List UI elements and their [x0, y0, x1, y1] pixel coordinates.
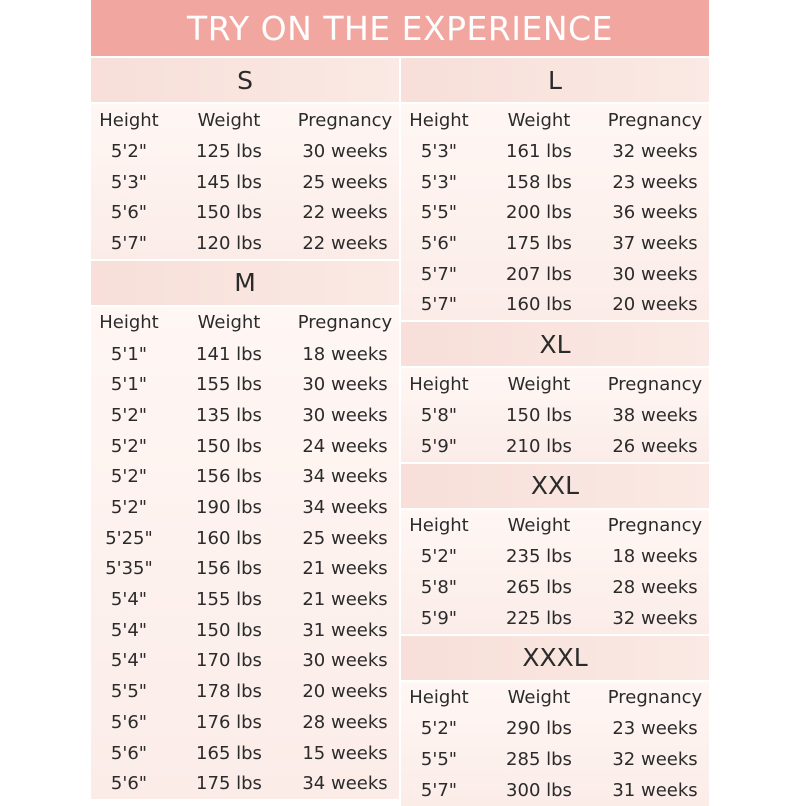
weight-cell: 156 lbs: [196, 558, 262, 580]
pregnancy-cell: 20 weeks: [612, 294, 698, 316]
weight-cell: 207 lbs: [506, 263, 572, 285]
height-cell: 5'25": [105, 527, 153, 549]
size-table: [401, 104, 709, 320]
weight-cell: 176 lbs: [196, 711, 262, 733]
pregnancy-cell: 20 weeks: [302, 681, 388, 703]
weight-cell: 158 lbs: [506, 171, 572, 193]
pregnancy-column-header: Pregnancy: [607, 109, 703, 131]
weight-cell: 150 lbs: [506, 404, 572, 426]
height-cell: 5'2": [110, 435, 148, 457]
pregnancy-cell: 22 weeks: [302, 232, 388, 254]
table-row: [91, 462, 399, 493]
table-row: [401, 714, 709, 745]
height-cell: 5'2": [110, 140, 148, 162]
weight-column-header: Weight: [197, 109, 261, 131]
size-header: XL: [401, 322, 709, 368]
table-row: [91, 523, 399, 554]
pregnancy-cell: 15 weeks: [302, 742, 388, 764]
pregnancy-cell: 30 weeks: [302, 650, 388, 672]
weight-cell: 141 lbs: [196, 343, 262, 365]
pregnancy-cell: 23 weeks: [612, 718, 698, 740]
height-column-header: Height: [409, 515, 469, 536]
size-table: [401, 510, 709, 634]
table-row: [91, 400, 399, 431]
height-cell: 5'2": [420, 546, 458, 568]
pregnancy-cell: 21 weeks: [302, 589, 388, 611]
height-cell: 5'4": [110, 589, 148, 611]
table-row: [91, 431, 399, 462]
pregnancy-column-header: Pregnancy: [607, 515, 703, 536]
table-row: [401, 167, 709, 198]
table-row: [91, 197, 399, 228]
pregnancy-cell: 30 weeks: [302, 140, 388, 162]
weight-cell: 190 lbs: [196, 497, 262, 519]
height-cell: 5'6": [110, 773, 148, 795]
height-cell: 5'7": [420, 779, 458, 801]
pregnancy-cell: 23 weeks: [612, 171, 698, 193]
pregnancy-cell: 25 weeks: [302, 527, 388, 549]
pregnancy-cell: 34 weeks: [302, 497, 388, 519]
table-row: [91, 554, 399, 585]
pregnancy-cell: 31 weeks: [612, 779, 698, 801]
weight-cell: 120 lbs: [196, 232, 262, 254]
table-row: [401, 228, 709, 259]
pregnancy-cell: 18 weeks: [612, 546, 698, 568]
table-row: [91, 339, 399, 370]
table-header-row: [401, 368, 709, 400]
pregnancy-cell: 31 weeks: [302, 619, 388, 641]
pregnancy-column-header: Pregnancy: [297, 109, 393, 131]
pregnancy-cell: 34 weeks: [302, 466, 388, 488]
pregnancy-cell: 37 weeks: [612, 232, 698, 254]
weight-cell: 150 lbs: [196, 619, 262, 641]
size-section-xxl: [401, 464, 709, 634]
height-cell: 5'1": [110, 343, 148, 365]
weight-cell: 175 lbs: [506, 232, 572, 254]
weight-cell: 285 lbs: [506, 749, 572, 771]
table-row: [401, 431, 709, 462]
table-row: [401, 289, 709, 320]
table-row: [401, 744, 709, 775]
weight-cell: 210 lbs: [506, 435, 572, 457]
weight-cell: 200 lbs: [506, 202, 572, 224]
pregnancy-cell: 22 weeks: [302, 202, 388, 224]
height-cell: 5'3": [420, 140, 458, 162]
size-header: M: [91, 261, 399, 307]
pregnancy-cell: 30 weeks: [302, 404, 388, 426]
pregnancy-column-header: Pregnancy: [607, 687, 703, 709]
size-section-s: [91, 58, 399, 259]
height-cell: 5'7": [110, 232, 148, 254]
table-row: [91, 167, 399, 198]
weight-cell: 290 lbs: [506, 718, 572, 740]
height-cell: 5'6": [420, 232, 458, 254]
weight-cell: 155 lbs: [196, 374, 262, 396]
weight-cell: 235 lbs: [506, 546, 572, 568]
pregnancy-cell: 32 weeks: [612, 140, 698, 162]
table-row: [401, 775, 709, 806]
table-row: [401, 197, 709, 228]
table-row: [91, 738, 399, 769]
pregnancy-cell: 36 weeks: [612, 202, 698, 224]
size-section-xxxl: [401, 636, 709, 806]
pregnancy-cell: 38 weeks: [612, 404, 698, 426]
height-column-header: Height: [409, 687, 469, 709]
left-column: [91, 58, 399, 799]
pregnancy-cell: 32 weeks: [612, 749, 698, 771]
size-header: S: [91, 58, 399, 104]
height-cell: 5'9": [420, 607, 458, 629]
pregnancy-cell: 32 weeks: [612, 607, 698, 629]
weight-cell: 300 lbs: [506, 779, 572, 801]
weight-cell: 150 lbs: [196, 202, 262, 224]
size-table: [401, 368, 709, 461]
weight-cell: 175 lbs: [196, 773, 262, 795]
size-header: XXL: [401, 464, 709, 510]
height-column-header: Height: [409, 109, 469, 131]
table-header-row: [401, 104, 709, 136]
pregnancy-cell: 21 weeks: [302, 558, 388, 580]
pregnancy-column-header: Pregnancy: [297, 312, 393, 334]
height-cell: 5'35": [105, 558, 153, 580]
table-row: [91, 492, 399, 523]
size-table: [91, 104, 399, 259]
height-cell: 5'2": [110, 466, 148, 488]
table-row: [401, 136, 709, 167]
table-row: [91, 707, 399, 738]
height-column-header: Height: [99, 312, 159, 334]
weight-cell: 160 lbs: [506, 294, 572, 316]
weight-cell: 125 lbs: [196, 140, 262, 162]
height-cell: 5'4": [110, 619, 148, 641]
size-table: [401, 682, 709, 806]
weight-column-header: Weight: [507, 109, 571, 131]
height-cell: 5'3": [420, 171, 458, 193]
table-row: [91, 676, 399, 707]
table-header-row: [401, 682, 709, 714]
size-section-xl: [401, 322, 709, 461]
height-cell: 5'5": [110, 681, 148, 703]
height-cell: 5'2": [420, 718, 458, 740]
pregnancy-cell: 30 weeks: [612, 263, 698, 285]
pregnancy-cell: 28 weeks: [302, 711, 388, 733]
table-row: [401, 400, 709, 431]
pregnancy-cell: 25 weeks: [302, 171, 388, 193]
table-row: [91, 768, 399, 799]
height-cell: 5'2": [110, 497, 148, 519]
pregnancy-cell: 24 weeks: [302, 435, 388, 457]
weight-cell: 155 lbs: [196, 589, 262, 611]
table-header-row: [401, 510, 709, 542]
height-cell: 5'1": [110, 374, 148, 396]
height-cell: 5'8": [420, 577, 458, 599]
height-cell: 5'4": [110, 650, 148, 672]
table-header-row: [91, 104, 399, 136]
height-column-header: Height: [99, 109, 159, 131]
right-column: [401, 58, 709, 806]
pregnancy-cell: 30 weeks: [302, 374, 388, 396]
size-header: L: [401, 58, 709, 104]
table-row: [91, 615, 399, 646]
size-section-l: [401, 58, 709, 320]
height-cell: 5'3": [110, 171, 148, 193]
table-row: [401, 603, 709, 634]
weight-column-header: Weight: [507, 515, 571, 536]
weight-cell: 165 lbs: [196, 742, 262, 764]
weight-cell: 156 lbs: [196, 466, 262, 488]
table-row: [91, 584, 399, 615]
weight-column-header: Weight: [197, 312, 261, 334]
height-cell: 5'7": [420, 294, 458, 316]
table-row: [401, 259, 709, 290]
size-chart: [91, 0, 709, 800]
weight-cell: 150 lbs: [196, 435, 262, 457]
weight-cell: 170 lbs: [196, 650, 262, 672]
table-row: [91, 228, 399, 259]
pregnancy-column-header: Pregnancy: [607, 373, 703, 395]
weight-cell: 135 lbs: [196, 404, 262, 426]
table-row: [91, 136, 399, 167]
weight-column-header: Weight: [507, 373, 571, 395]
height-column-header: Height: [409, 373, 469, 395]
pregnancy-cell: 18 weeks: [302, 343, 388, 365]
height-cell: 5'7": [420, 263, 458, 285]
weight-cell: 178 lbs: [196, 681, 262, 703]
table-row: [401, 572, 709, 603]
pregnancy-cell: 26 weeks: [612, 435, 698, 457]
height-cell: 5'6": [110, 711, 148, 733]
height-cell: 5'2": [110, 404, 148, 426]
weight-column-header: Weight: [507, 687, 571, 709]
pregnancy-cell: 34 weeks: [302, 773, 388, 795]
weight-cell: 265 lbs: [506, 577, 572, 599]
height-cell: 5'5": [420, 749, 458, 771]
weight-cell: 160 lbs: [196, 527, 262, 549]
height-cell: 5'8": [420, 404, 458, 426]
height-cell: 5'9": [420, 435, 458, 457]
table-header-row: [91, 307, 399, 339]
size-header: XXXL: [401, 636, 709, 682]
weight-cell: 225 lbs: [506, 607, 572, 629]
banner-title: TRY ON THE EXPERIENCE: [91, 0, 709, 56]
table-row: [91, 646, 399, 677]
size-section-m: [91, 261, 399, 799]
height-cell: 5'6": [110, 202, 148, 224]
weight-cell: 161 lbs: [506, 140, 572, 162]
weight-cell: 145 lbs: [196, 171, 262, 193]
pregnancy-cell: 28 weeks: [612, 577, 698, 599]
height-cell: 5'6": [110, 742, 148, 764]
table-row: [401, 542, 709, 573]
table-row: [91, 369, 399, 400]
size-table: [91, 307, 399, 799]
height-cell: 5'5": [420, 202, 458, 224]
